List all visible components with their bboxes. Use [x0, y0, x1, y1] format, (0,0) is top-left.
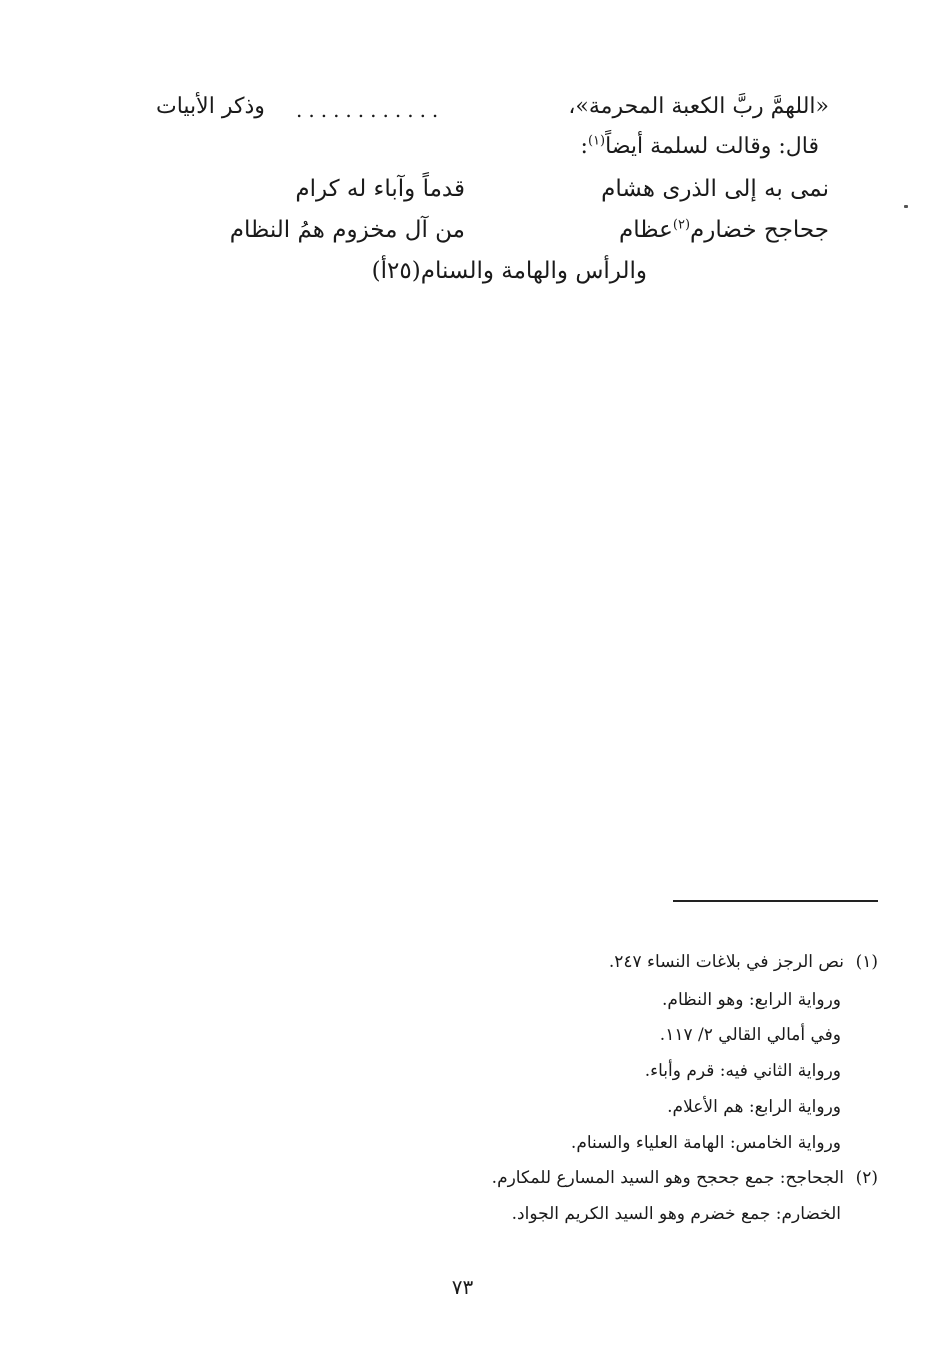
footnote-1-sub-3: ورواية الثاني فيه: قرم وأباء. [644, 1061, 841, 1081]
footnote-2-text: الجحاجح: جمع جحجح وهو السيد المسارع للمكارم. [491, 1168, 844, 1188]
opening-quote: «اللهمَّ ربَّ الكعبة المحرمة»، [568, 94, 829, 119]
narration-text: قال: وقالت لسلمة أيضاً [605, 134, 819, 159]
footnote-2-number: (٢) [855, 1168, 878, 1188]
narration-colon: : [580, 134, 588, 159]
verse2-second-hemistich: من آل مخزوم همُ النظام [229, 217, 465, 243]
footnote-ref-2[interactable]: (٢) [672, 217, 691, 233]
footnote-1-sub-1: ورواية الرابع: وهو النظام. [662, 990, 841, 1010]
footnote-2 [492, 1168, 878, 1188]
footnote-1-text: نص الرجز في بلاغات النساء ٢٤٧. [608, 952, 844, 972]
footnote-1-sub-5: ورواية الخامس: الهامة العلياء والسنام. [570, 1133, 841, 1153]
footnote-ref-1[interactable]: (١) [587, 133, 606, 149]
verse2-first-hemistich-a: جحاجح خضارم [690, 217, 829, 243]
ellipsis-dots: ............ [296, 98, 445, 122]
verses-mention: وذكر الأبيات [156, 94, 265, 119]
verse1-first-hemistich: نمى به إلى الذرى هشام [601, 176, 829, 202]
verse3-line: والرأس والهامة والسنام(٢٥أ) [371, 258, 647, 284]
verse1-second-hemistich: قدماً وآباء له كرام [295, 176, 465, 202]
footnote-1-number: (١) [855, 952, 878, 972]
footnote-1 [609, 952, 878, 972]
verse2-first-hemistich [619, 217, 829, 245]
page-number: ٧٣ [451, 1275, 474, 1299]
footnote-1-sub-4: ورواية الرابع: هم الأعلام. [667, 1097, 841, 1117]
verse2-first-hemistich-b: عظام [619, 217, 673, 243]
footnote-2-sub-1: الخضارم: جمع خضرم وهو السيد الكريم الجواد. [511, 1204, 841, 1224]
footnote-1-sub-2: وفي أمالي القالي ٢/ ١١٧. [659, 1025, 841, 1045]
footnote-separator [673, 900, 878, 902]
margin-speck [904, 205, 908, 208]
narration-line [581, 134, 819, 160]
